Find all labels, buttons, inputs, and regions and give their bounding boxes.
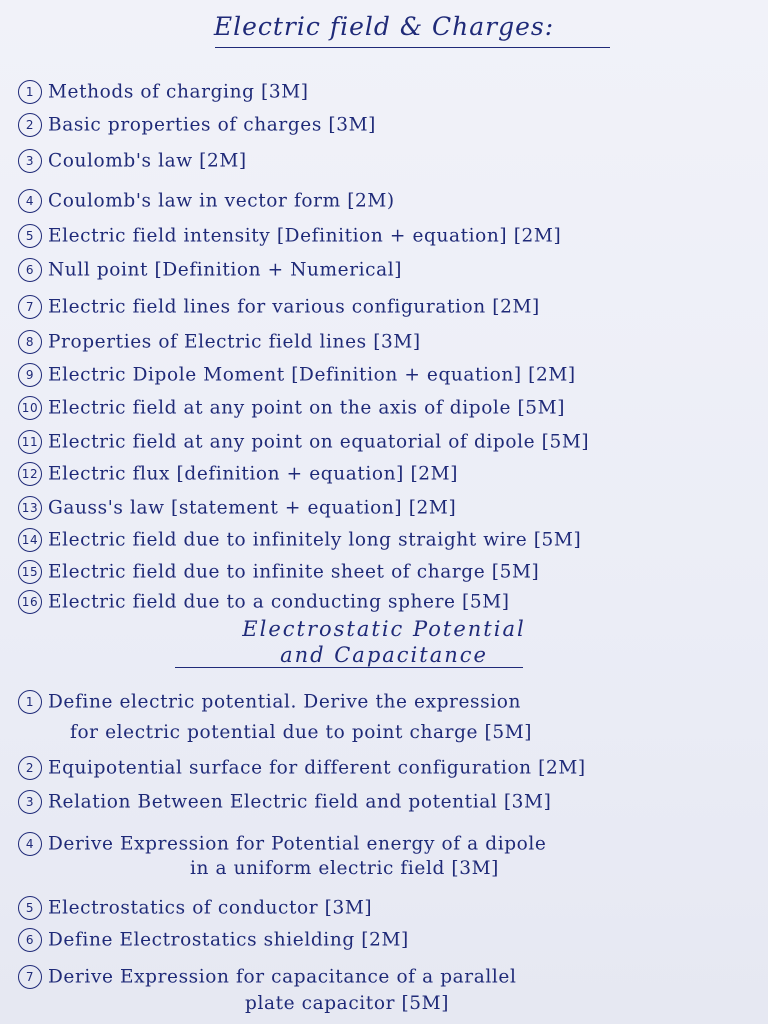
page-title: Electric field & Charges: <box>213 12 555 41</box>
list-item <box>18 113 766 137</box>
list-item <box>18 790 766 814</box>
item-text: Properties of Electric field lines [3M] <box>48 331 421 353</box>
list-item <box>18 965 766 989</box>
list-item <box>18 396 766 420</box>
item-number: 4 <box>18 189 42 213</box>
item-number: 4 <box>18 832 42 856</box>
item-text: Coulomb's law [2M] <box>48 150 247 172</box>
item-text: Define Electrostatics shielding [2M] <box>48 929 409 951</box>
item-text: Electric Dipole Moment [Definition + equation] [2M] <box>48 364 576 386</box>
item-number: 9 <box>18 363 42 387</box>
list-item <box>18 560 766 584</box>
item-text: Derive Expression for Potential energy of a dipole <box>48 833 547 855</box>
item-text: Coulomb's law in vector form [2M) <box>48 190 395 212</box>
item-text: Electric field at any point on the axis of dipole [5M] <box>48 397 566 419</box>
item-number: 12 <box>18 462 42 486</box>
item-text: Electric field due to infinite sheet of charge [5M] <box>48 561 540 583</box>
list-item <box>18 224 766 248</box>
item-number: 15 <box>18 560 42 584</box>
item-number: 1 <box>18 690 42 714</box>
item-number: 8 <box>18 330 42 354</box>
item-continuation: for electric potential due to point charge [5M] <box>70 722 533 743</box>
item-text: Gauss's law [statement + equation] [2M] <box>48 497 457 519</box>
item-text: Null point [Definition + Numerical] <box>48 259 403 281</box>
item-text: Equipotential surface for different configuration [2M] <box>48 757 586 779</box>
list-item <box>18 756 766 780</box>
list-item <box>18 590 766 614</box>
list-item <box>18 149 766 173</box>
list-item <box>18 928 766 952</box>
list-item <box>18 462 766 486</box>
item-continuation: in a uniform electric field [3M] <box>190 858 499 879</box>
item-text: Electric field due to infinitely long straight wire [5M] <box>48 529 582 551</box>
item-number: 3 <box>18 790 42 814</box>
item-number: 16 <box>18 590 42 614</box>
item-number: 7 <box>18 965 42 989</box>
list-item <box>18 430 766 454</box>
item-text: Relation Between Electric field and potential [3M] <box>48 791 552 813</box>
item-number: 2 <box>18 756 42 780</box>
item-number: 5 <box>18 224 42 248</box>
item-text: Derive Expression for capacitance of a parallel <box>48 966 517 988</box>
item-number: 3 <box>18 149 42 173</box>
list-item <box>18 258 766 282</box>
item-number: 6 <box>18 928 42 952</box>
item-number: 2 <box>18 113 42 137</box>
list-item <box>18 80 766 104</box>
list-item <box>18 528 766 552</box>
item-text: Basic properties of charges [3M] <box>48 114 376 136</box>
item-text: Define electric potential. Derive the expression <box>48 691 522 713</box>
list-item <box>18 496 766 520</box>
section-heading-line1: Electrostatic Potential <box>242 617 526 641</box>
item-text: Electric field at any point on equatorial of dipole [5M] <box>48 431 590 453</box>
item-text: Electric field due to a conducting sphere [5M] <box>48 591 510 613</box>
section-heading-underline <box>175 667 523 668</box>
item-number: 11 <box>18 430 42 454</box>
list-item <box>18 896 766 920</box>
list-item <box>18 330 766 354</box>
item-text: Electric field lines for various configuration [2M] <box>48 296 540 318</box>
item-number: 6 <box>18 258 42 282</box>
item-number: 7 <box>18 295 42 319</box>
item-text: Electric flux [definition + equation] [2M] <box>48 463 459 485</box>
item-text: Electric field intensity [Definition + equation] [2M] <box>48 225 562 247</box>
item-text: Electrostatics of conductor [3M] <box>48 897 373 919</box>
item-text: Methods of charging [3M] <box>48 81 309 103</box>
list-item <box>18 690 766 714</box>
item-number: 1 <box>18 80 42 104</box>
title-underline <box>215 47 610 48</box>
item-number: 13 <box>18 496 42 520</box>
list-item <box>18 832 766 856</box>
section-heading-line2: and Capacitance <box>280 643 488 667</box>
item-number: 10 <box>18 396 42 420</box>
item-number: 5 <box>18 896 42 920</box>
item-number: 14 <box>18 528 42 552</box>
list-item <box>18 189 766 213</box>
list-item <box>18 363 766 387</box>
list-item <box>18 295 766 319</box>
item-continuation: plate capacitor [5M] <box>245 993 450 1014</box>
